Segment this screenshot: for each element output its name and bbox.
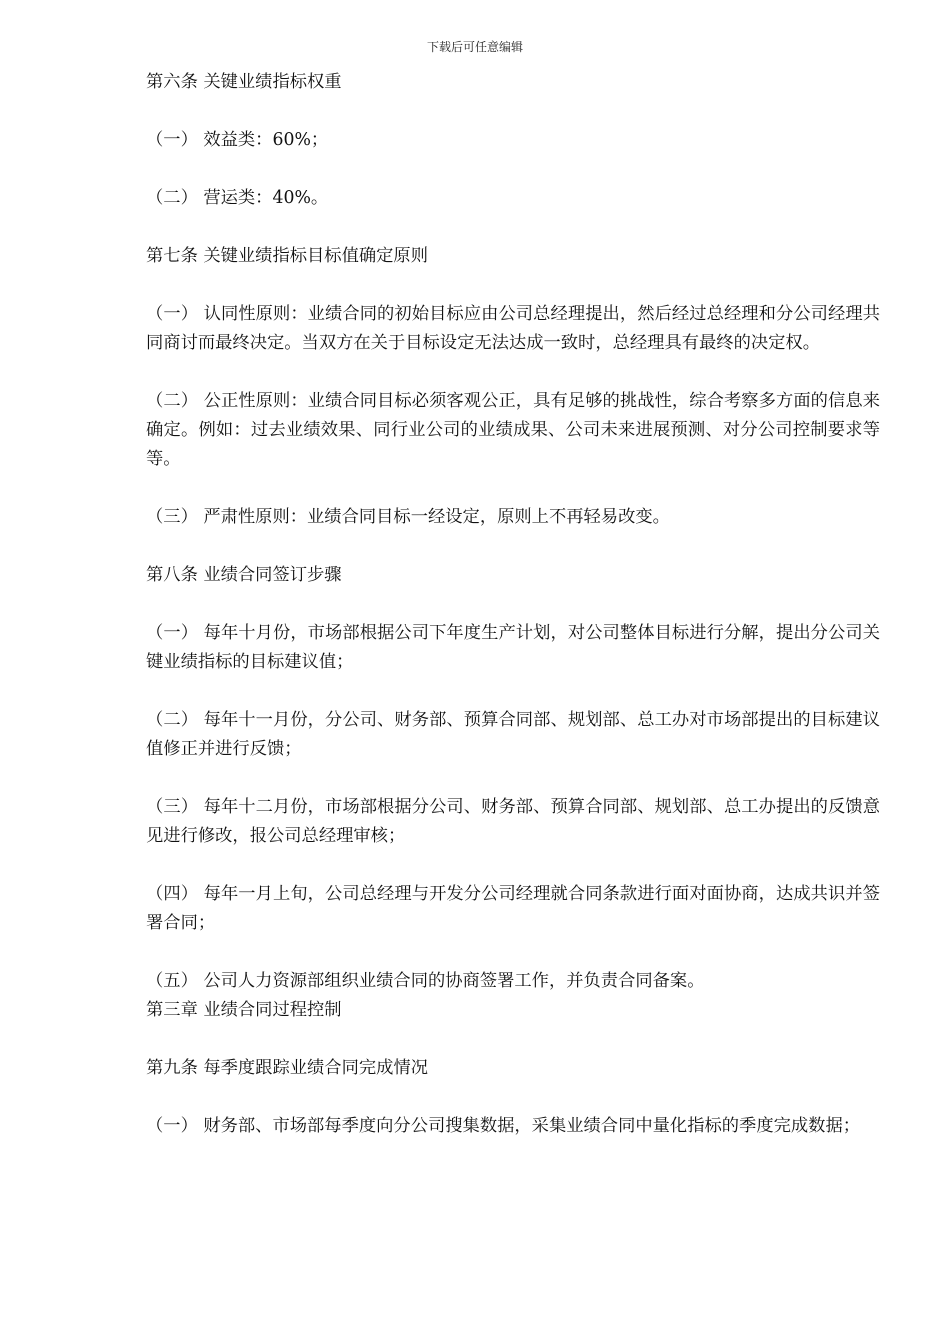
article-6-title: 第六条 关键业绩指标权重: [146, 72, 342, 92]
article-8-item-3: （三） 每年十二月份，市场部根据分公司、财务部、预算合同部、规划部、总工办提出的反馈意见进行修改，报公司总经理审核；: [146, 797, 880, 846]
article-9-item-1: （一） 财务部、市场部每季度向分公司搜集数据，采集业绩合同中量化指标的季度完成数据；: [146, 1116, 861, 1136]
article-7-item-3: （三） 严肃性原则：业绩合同目标一经设定，原则上不再轻易改变。: [146, 507, 670, 527]
article-6-item-2: （二） 营运类：40%。: [146, 188, 329, 208]
chapter-3-title: 第三章 业绩合同过程控制: [146, 1000, 342, 1020]
article-7-item-1: （一） 认同性原则：业绩合同的初始目标应由公司总经理提出，然后经过总经理和分公司经理共同商讨而最终决定。当双方在关于目标设定无法达成一致时，总经理具有最终的决定权。: [146, 304, 880, 353]
article-8-item-4: （四） 每年一月上旬，公司总经理与开发分公司经理就合同条款进行面对面协商，达成共识并签署合同；: [146, 884, 880, 933]
article-9-title: 第九条 每季度跟踪业绩合同完成情况: [146, 1058, 428, 1078]
header-note: 下载后可任意编辑: [426, 40, 523, 54]
document-body: [146, 68, 880, 1141]
article-6-item-1: （一） 效益类：60%；: [146, 130, 329, 150]
article-7-item-2: （二） 公正性原则：业绩合同目标必须客观公正，具有足够的挑战性，综合考察多方面的信息来确定。例如：过去业绩效果、同行业公司的业绩成果、公司未来进展预测、对分公司控制要求等等。: [146, 391, 880, 469]
article-8-item-1: （一） 每年十月份，市场部根据公司下年度生产计划，对公司整体目标进行分解，提出分公司关键业绩指标的目标建议值；: [146, 623, 880, 672]
article-8-item-2: （二） 每年十一月份，分公司、财务部、预算合同部、规划部、总工办对市场部提出的目标建议值修正并进行反馈；: [146, 710, 880, 759]
article-7-title: 第七条 关键业绩指标目标值确定原则: [146, 246, 428, 266]
article-8-item-5: （五） 公司人力资源部组织业绩合同的协商签署工作，并负责合同备案。: [146, 971, 705, 991]
article-8-title: 第八条 业绩合同签订步骤: [146, 565, 342, 585]
